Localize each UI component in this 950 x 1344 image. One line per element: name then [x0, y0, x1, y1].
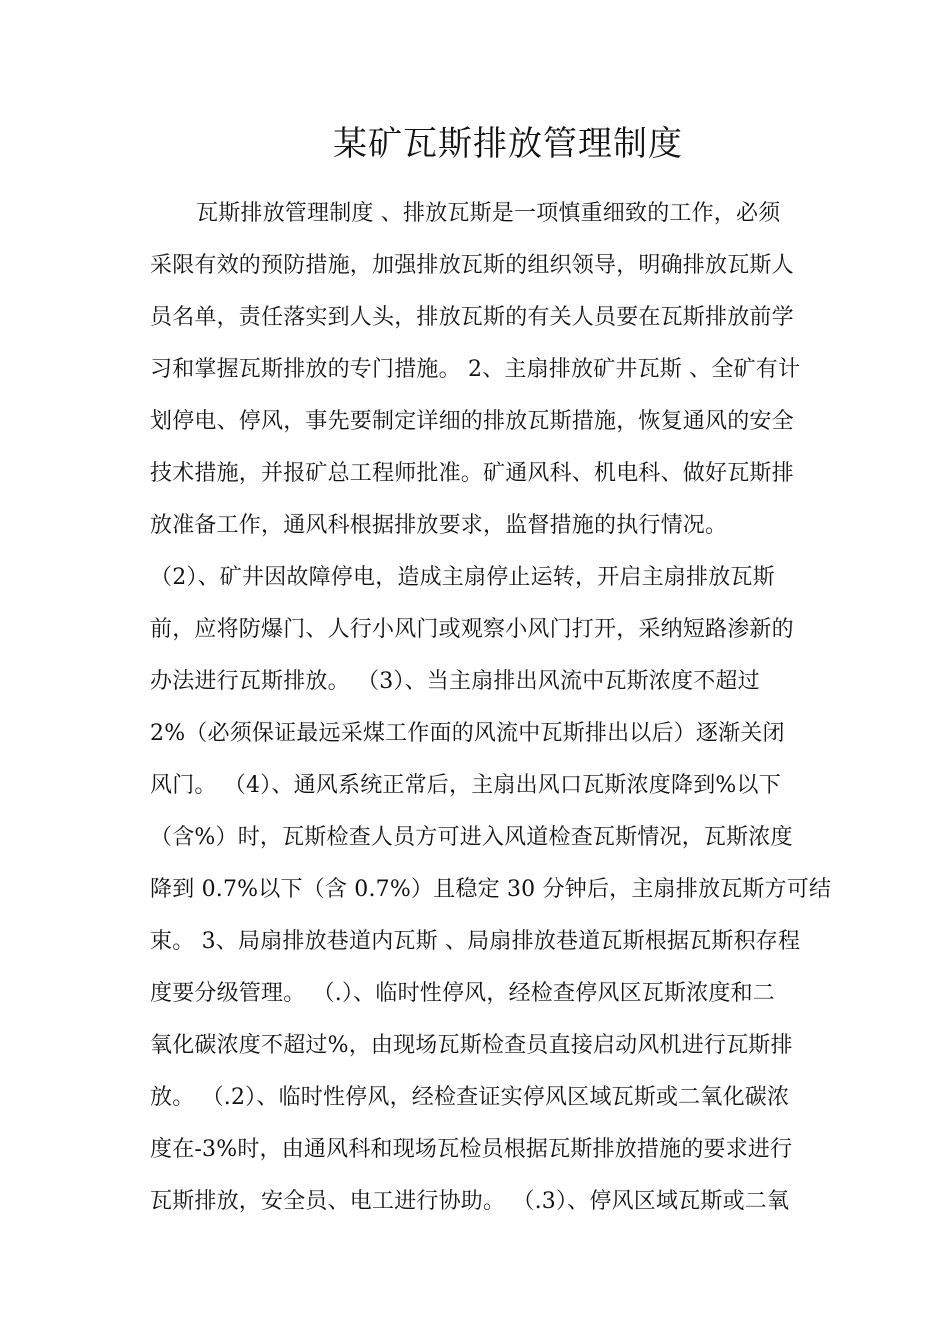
text-line: 放准备工作，通风科根据排放要求，监督措施的执行情况。 [150, 513, 728, 538]
text-line: 度要分级管理。 （.）、临时性停风，经检查停风区瓦斯浓度和二 [150, 981, 775, 1006]
text-line: 降到 0.7%以下（含 0.7%）且稳定 30 分钟后，主扇排放瓦斯方可结 [150, 877, 832, 902]
text-line: （含%）时，瓦斯检查人员方可进入风道检查瓦斯情况，瓦斯浓度 [150, 825, 793, 850]
text-line: 氧化碳浓度不超过%，由现场瓦斯检查员直接启动风机进行瓦斯排 [150, 1033, 793, 1058]
document-title: 某矿瓦斯排放管理制度 [333, 124, 683, 164]
text-line: 技术措施，并报矿总工程师批准。矿通风科、机电科、做好瓦斯排 [150, 461, 794, 486]
text-line: 采限有效的预防措施，加强排放瓦斯的组织领导，明确排放瓦斯人 [150, 253, 794, 278]
text-line: 度在-3%时，由通风科和现场瓦检员根据瓦斯排放措施的要求进行 [150, 1137, 793, 1162]
text-line: 习和掌握瓦斯排放的专门措施。 2、主扇排放矿井瓦斯 、全矿有计 [150, 357, 801, 382]
text-line: 束。 3、局扇排放巷道内瓦斯 、局扇排放巷道瓦斯根据瓦斯积存程 [150, 929, 801, 954]
text-line: 办法进行瓦斯排放。 （3）、当主扇排出风流中瓦斯浓度不超过 [150, 669, 760, 694]
text-line: 划停电、停风，事先要制定详细的排放瓦斯措施，恢复通风的安全 [150, 409, 794, 434]
text-line: 风门。 （4）、通风系统正常后，主扇出风口瓦斯浓度降到%以下 [150, 773, 781, 798]
text-line: 前，应将防爆门、人行小风门或观察小风门打开，采纳短路渗新的 [150, 617, 794, 642]
text-line: 员名单，责任落实到人头，排放瓦斯的有关人员要在瓦斯排放前学 [150, 305, 794, 330]
text-line: 瓦斯排放，安全员、电工进行协助。 （.3）、停风区域瓦斯或二氧 [150, 1189, 790, 1214]
text-line: 瓦斯排放管理制度 、排放瓦斯是一项慎重细致的工作，必须 [196, 201, 781, 226]
text-line: 放。 （.2）、临时性停风，经检查证实停风区域瓦斯或二氧化碳浓 [150, 1085, 790, 1110]
text-line: 2%（必须保证最远采煤工作面的风流中瓦斯排出以后）逐渐关闭 [150, 721, 785, 746]
text-line: （2）、矿井因故障停电，造成主扇停止运转，开启主扇排放瓦斯 [150, 565, 775, 590]
